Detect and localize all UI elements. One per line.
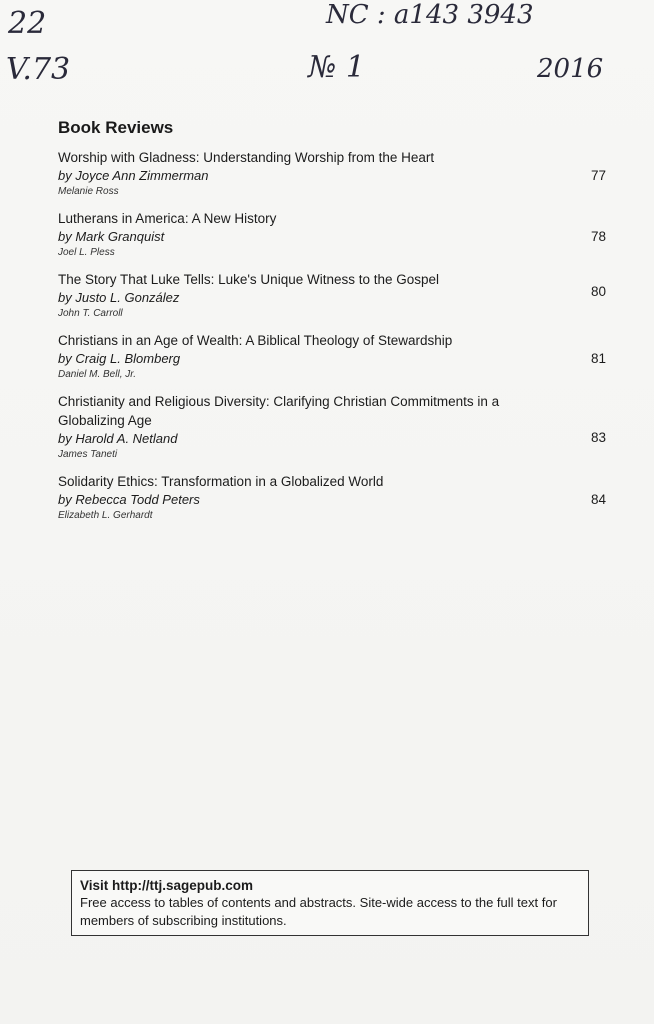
review-entry — [58, 392, 610, 462]
review-author: by Rebecca Todd Peters — [58, 492, 200, 507]
review-author: by Harold A. Netland — [58, 431, 178, 446]
review-reviewer: James Taneti — [58, 449, 118, 460]
review-title: Solidarity Ethics: Transformation in a Globalized World — [58, 474, 384, 489]
review-entry — [58, 209, 610, 260]
review-reviewer: John T. Carroll — [58, 308, 123, 319]
section-heading: Book Reviews — [58, 118, 174, 137]
review-entry — [58, 148, 610, 199]
review-title: Lutherans in America: A New History — [58, 211, 277, 226]
handwritten-volume: V.73 — [6, 52, 71, 87]
review-entry — [58, 270, 610, 321]
handwritten-year: 2016 — [537, 54, 604, 84]
review-author: by Joyce Ann Zimmerman — [58, 168, 209, 183]
website-notice-box — [71, 870, 589, 936]
review-page-number: 80 — [590, 284, 606, 299]
review-reviewer: Melanie Ross — [58, 186, 119, 197]
review-reviewer: Elizabeth L. Gerhardt — [58, 510, 153, 521]
review-author: by Justo L. González — [58, 290, 180, 305]
review-entry — [58, 331, 610, 382]
review-title: Christianity and Religious Diversity: Clarifying Christian Commitments in a Globalizing Age — [58, 394, 500, 428]
review-page-number: 84 — [590, 492, 606, 507]
review-author: by Mark Granquist — [58, 229, 165, 244]
review-author: by Craig L. Blomberg — [58, 351, 181, 366]
handwritten-catalog-number: NC : a143 3943 — [326, 0, 534, 30]
review-page-number: 83 — [590, 430, 606, 445]
review-reviewer: Daniel M. Bell, Jr. — [58, 369, 136, 380]
review-title: Christians in an Age of Wealth: A Biblical Theology of Stewardship — [58, 333, 453, 348]
review-title: The Story That Luke Tells: Luke's Unique Witness to the Gospel — [58, 272, 440, 287]
review-page-number: 78 — [590, 229, 606, 244]
review-reviewer: Joel L. Pless — [58, 247, 115, 258]
review-page-number: 81 — [590, 351, 606, 366]
notice-body: Free access to tables of contents and abstracts. Site-wide access to the full text for members of subscribing institutions. — [80, 895, 557, 928]
handwritten-issue-number: № 1 — [308, 50, 366, 85]
review-entry — [58, 472, 610, 523]
review-title: Worship with Gladness: Understanding Worship from the Heart — [58, 150, 435, 165]
handwritten-shelf-mark: 22 — [8, 6, 47, 41]
notice-title: Visit http://ttj.sagepub.com — [80, 878, 254, 893]
reviews-list — [58, 148, 610, 533]
review-page-number: 77 — [590, 168, 606, 183]
